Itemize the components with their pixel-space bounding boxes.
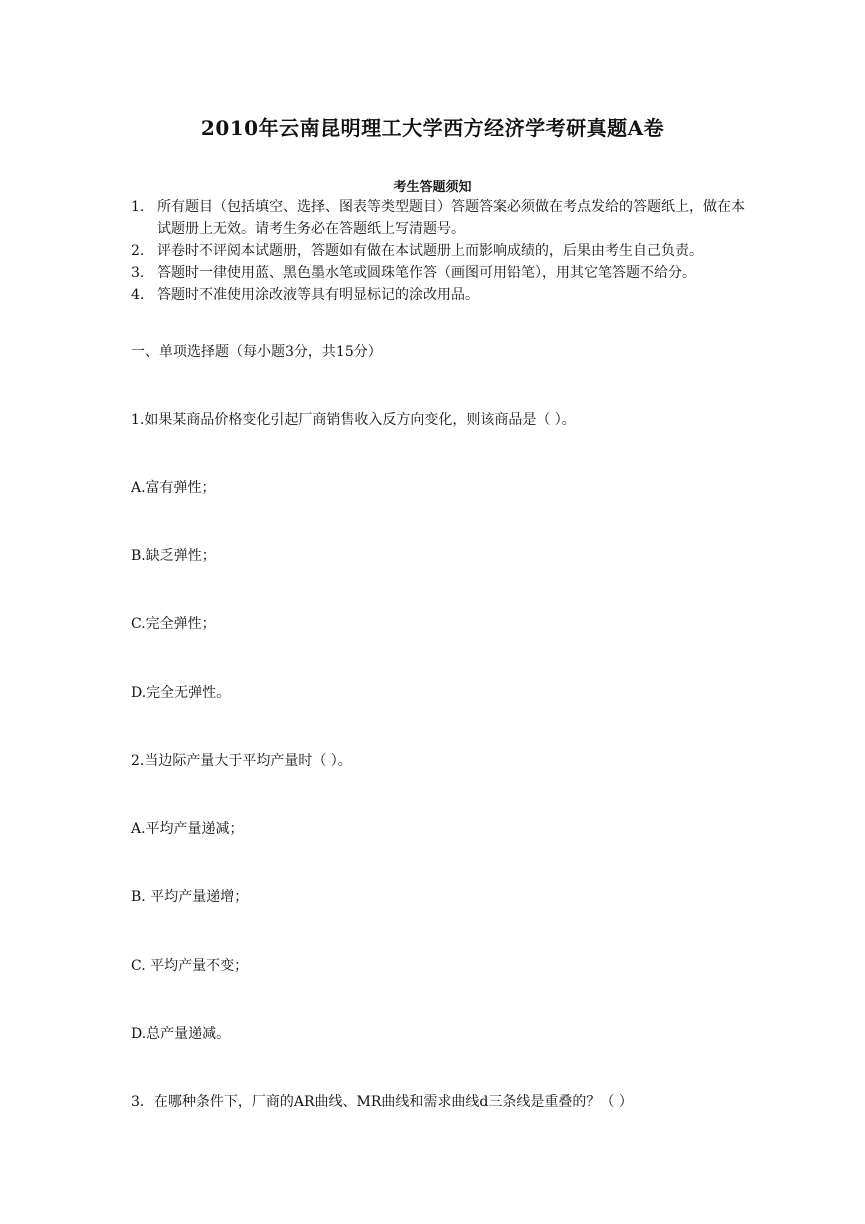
- question-1-option-d: D.完全无弹性。: [131, 685, 231, 701]
- notice-heading: 考生答题须知: [393, 180, 472, 195]
- notice-text: 评卷时不评阅本试题册，答题如有做在本试题册上而影响成绩的，后果由考生自己负责。: [157, 243, 703, 259]
- question-2-option-a: A.平均产量递减；: [131, 821, 244, 837]
- notice-item: [131, 262, 751, 284]
- question-2-option-d: D.总产量递减。: [131, 1026, 231, 1042]
- notice-item: [131, 196, 751, 240]
- notice-text: 所有题目（包括填空、选择、图表等类型题目）答题答案必须做在考点发给的答题纸上，做在本试题册上无效。请考生务必在答题纸上写清题号。: [157, 199, 745, 237]
- question-1-option-b: B.缺乏弹性；: [131, 548, 216, 564]
- question-1-option-c: C.完全弹性；: [131, 616, 216, 632]
- question-1-option-a: A.富有弹性；: [131, 480, 216, 496]
- question-2-stem: 2.当边际产量大于平均产量时（ ）。: [131, 753, 352, 769]
- page-title: 2010年云南昆明理工大学西方经济学考研真题A卷: [200, 116, 665, 140]
- question-1-stem: 1.如果某商品价格变化引起厂商销售收入反方向变化，则该商品是（ ）。: [131, 412, 576, 428]
- notice-text: 答题时一律使用蓝、黑色墨水笔或圆珠笔作答（画图可用铅笔），用其它笔答题不给分。: [157, 265, 696, 281]
- question-2-option-c: C. 平均产量不变；: [131, 958, 249, 974]
- notice-text: 答题时不准使用涂改液等具有明显标记的涂改用品。: [157, 287, 479, 303]
- notice-item: [131, 240, 751, 262]
- notice-list: [131, 196, 751, 306]
- notice-number: 1.: [131, 199, 145, 215]
- notice-number: 3.: [131, 265, 145, 281]
- notice-number: 4.: [131, 287, 145, 303]
- section-heading: 一、单项选择题（每小题3分，共15分）: [131, 344, 382, 360]
- notice-number: 2.: [131, 243, 145, 259]
- question-2-option-b: B. 平均产量递增；: [131, 889, 249, 905]
- notice-item: [131, 284, 751, 306]
- question-3-stem: 3．在哪种条件下，厂商的AR曲线、MR曲线和需求曲线d三条线是重叠的？（ ）: [131, 1094, 633, 1110]
